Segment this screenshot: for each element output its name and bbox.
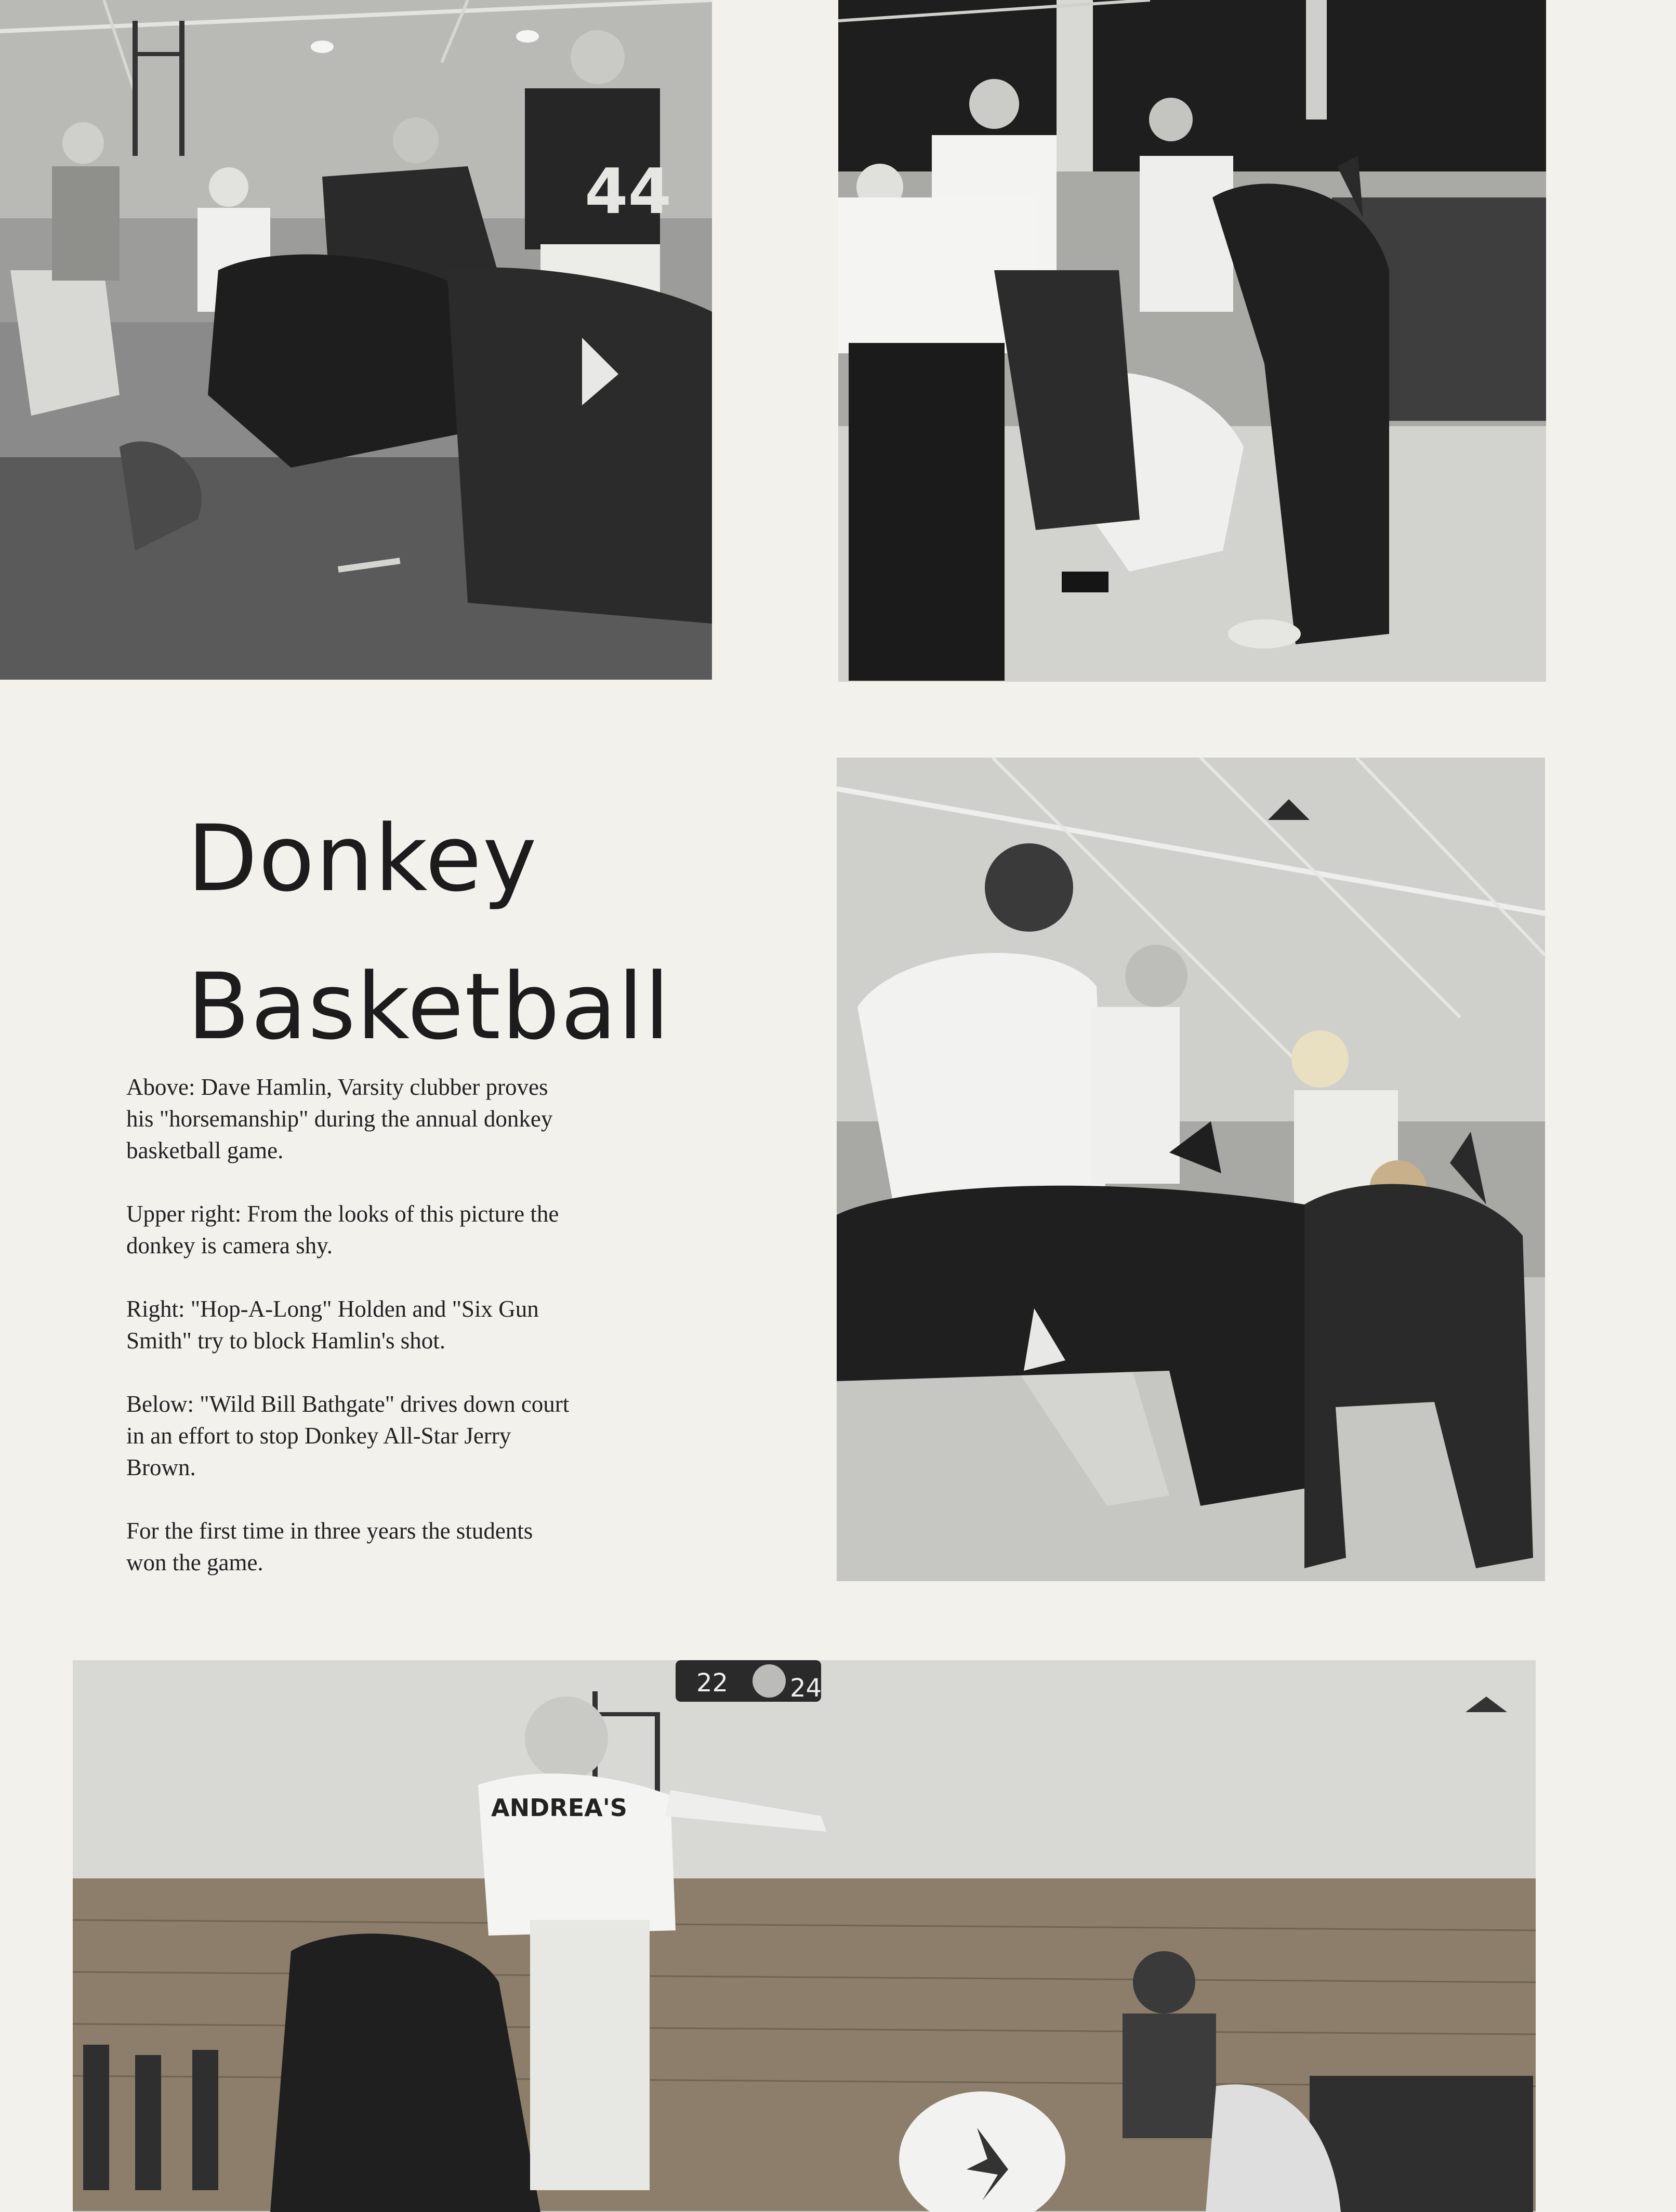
title-line-1: Donkey [187,805,538,912]
page-title [187,785,759,1081]
shirt-text: ANDREA'S [491,1794,627,1822]
photo-bottom [73,1660,1536,2212]
caption-result: For the first time in three years the students won the game. [126,1518,533,1575]
score-left: 22 [696,1668,729,1698]
caption-below: Below: "Wild Bill Bathgate" drives down court in an effort to stop Donkey All-Star Jerry Brown. [126,1391,570,1480]
caption-right: Right: "Hop-A-Long" Holden and "Six Gun Smith" try to block Hamlin's shot. [126,1296,539,1354]
caption-upper-right: Upper right: From the looks of this picture the donkey is camera shy. [126,1201,559,1259]
caption-above: Above: Dave Hamlin, Varsity clubber proves his "horsemanship" during the annual donkey basketball game. [126,1074,553,1163]
title-line-2: Basketball [187,953,671,1060]
photo-top-left [0,0,712,680]
caption-block [126,1071,766,1610]
score-right: 24 [790,1674,822,1703]
photo-top-right [838,0,1546,682]
jersey-number: 44 [585,156,671,228]
photo-mid-right [837,758,1545,1581]
